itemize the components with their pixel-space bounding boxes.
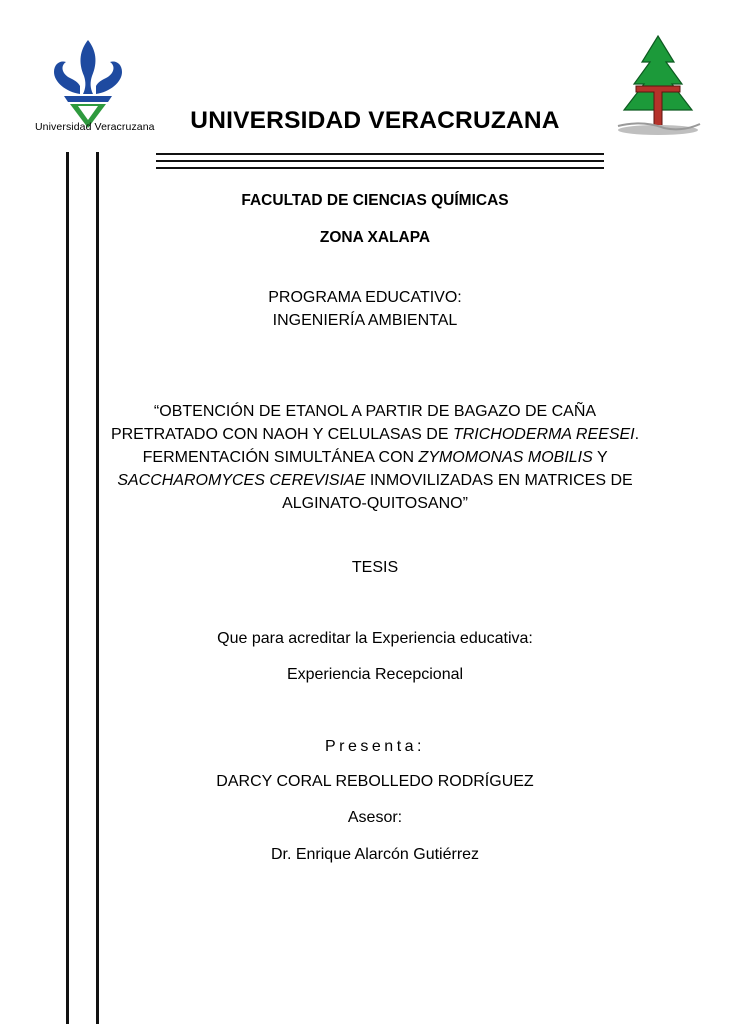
title-part-4: INMOVILIZADAS EN MATRICES DE ALGINATO-QUITOSANO” [282, 472, 633, 512]
thesis-title [110, 400, 640, 515]
title-part-2: . FERMENTACIÓN SIMULTÁNEA CON [142, 426, 640, 466]
header-rule-1 [156, 153, 604, 155]
left-border-line-inner [96, 152, 99, 1024]
universidad-veracruzana-logo [34, 36, 155, 134]
title-part-1: “OBTENCIÓN DE ETANOL A PARTIR DE BAGAZO DE CAÑA PRETRATADO CON NAOH Y CELULASAS DE [110, 403, 597, 443]
presents-label: Presenta: [325, 738, 425, 755]
title-organism-1: TRICHODERMA REESEI [452, 426, 635, 443]
zone-name: ZONA XALAPA [319, 229, 431, 246]
author-name: DARCY CORAL REBOLLEDO RODRÍGUEZ [216, 773, 534, 790]
header-rule-3 [156, 167, 604, 169]
faculty-tree-logo [612, 34, 704, 140]
document-type: TESIS [351, 559, 399, 576]
left-border-line-outer [66, 152, 69, 1024]
program-block [150, 286, 580, 332]
fleur-de-lis-icon [54, 40, 122, 128]
header-rule-2 [156, 160, 604, 162]
title-part-3: Y [592, 449, 608, 466]
program-name: INGENIERÍA AMBIENTAL [272, 312, 458, 329]
advisor-label: Asesor: [347, 809, 403, 826]
tree-icon [618, 36, 700, 135]
advisor-name: Dr. Enrique Alarcón Gutiérrez [270, 846, 480, 863]
faculty-name: FACULTAD DE CIENCIAS QUÍMICAS [241, 192, 509, 209]
program-label: PROGRAMA EDUCATIVO: [268, 289, 462, 306]
accreditation-text: Que para acreditar la Experiencia educativa: [217, 630, 533, 647]
university-title: UNIVERSIDAD VERACRUZANA [190, 107, 560, 134]
title-organism-2: ZYMOMONAS MOBILIS [418, 449, 593, 466]
experience-name: Experiencia Recepcional [286, 666, 464, 683]
logo-caption: Universidad Veracruzana [35, 121, 155, 133]
title-organism-3: SACCHAROMYCES CEREVISIAE [117, 472, 366, 489]
